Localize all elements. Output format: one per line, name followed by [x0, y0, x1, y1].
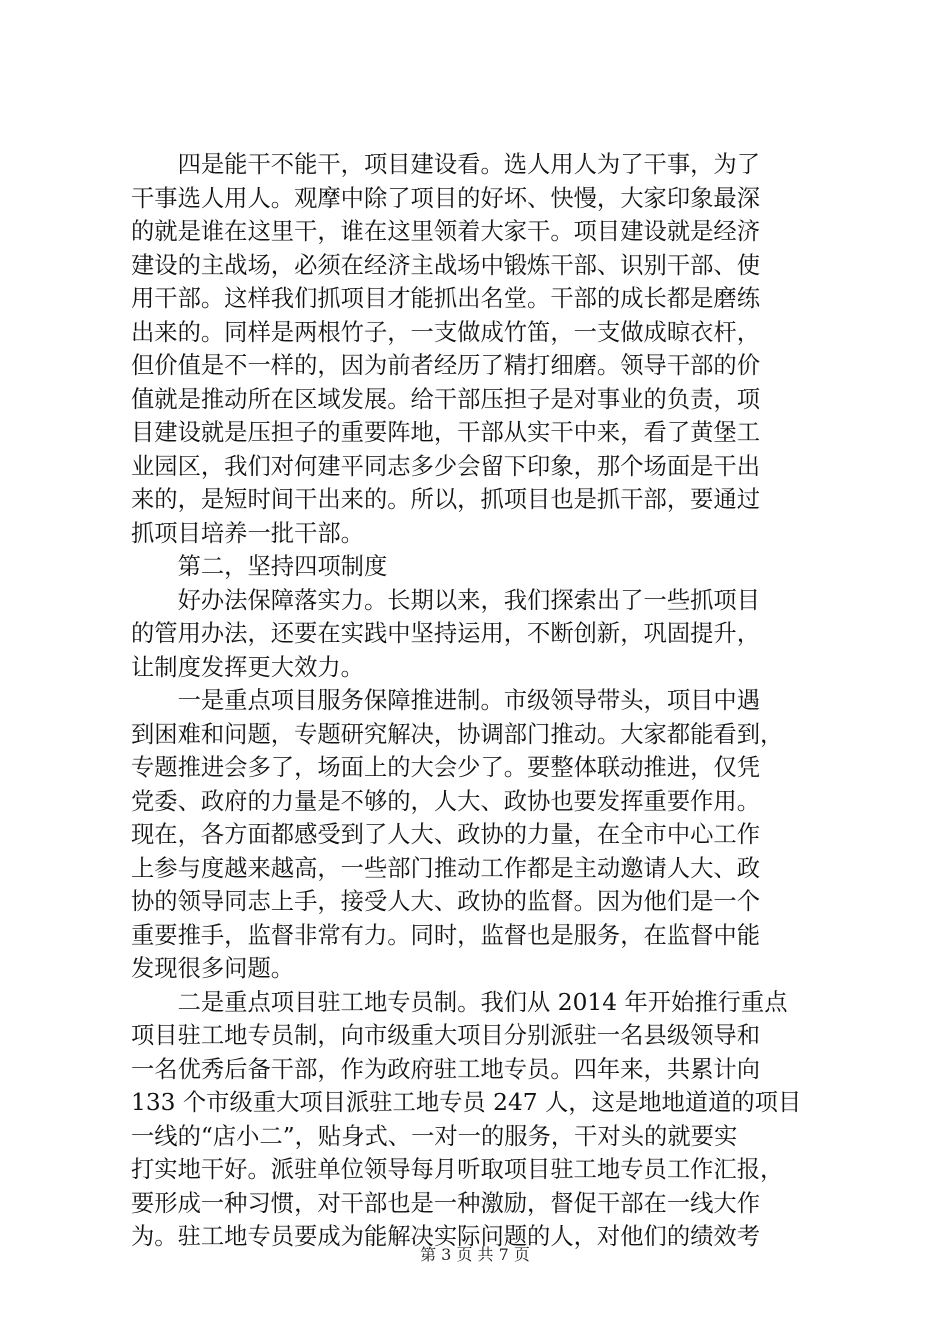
- body-line: 协的领导同志上手，接受人大、政协的监督。因为他们是一个: [131, 888, 761, 915]
- body-line: 上参与度越来越高，一些部门推动工作都是主动邀请人大、政: [131, 854, 761, 882]
- body-line: 目建设就是压担子的重要阵地，干部从实干中来，看了黄堡工: [131, 419, 761, 446]
- body-line: 用干部。这样我们抓项目才能抓出名堂。干部的成长都是磨练: [131, 285, 761, 312]
- body-line: 为。驻工地专员要成为能解决实际问题的人，对他们的绩效考: [131, 1223, 761, 1250]
- body-line: 项目驻工地专员制，向市级重大项目分别派驻一名县级领导和: [131, 1022, 761, 1049]
- body-line: 业园区，我们对何建平同志多少会留下印象，那个场面是干出: [131, 452, 761, 480]
- body-line: 专题推进会多了，场面上的大会少了。要整体联动推进，仅凭: [131, 754, 761, 781]
- body-line: 133 个市级重大项目派驻工地专员 247 人，这是地地道道的项目: [131, 1089, 802, 1116]
- body-line: 出来的。同样是两根竹子，一支做成竹笛，一支做成晾衣杆，: [131, 318, 761, 346]
- body-line: 一是重点项目服务保障推进制。市级领导带头，项目中遇: [131, 687, 761, 714]
- body-line: 建设的主战场，必须在经济主战场中锻炼干部、识别干部、使: [131, 251, 761, 279]
- body-line: 到困难和问题，专题研究解决，协调部门推动。大家都能看到，: [131, 720, 784, 748]
- body-line: 发现很多问题。: [131, 955, 295, 982]
- body-line: 一名优秀后备干部，作为政府驻工地专员。四年来，共累计向: [131, 1055, 761, 1083]
- body-line: 抓项目培养一批干部。: [131, 519, 364, 547]
- body-line: 的就是谁在这里干，谁在这里领着大家干。项目建设就是经济: [131, 218, 761, 245]
- body-line: 好办法保障落实力。长期以来，我们探索出了一些抓项目: [131, 586, 761, 614]
- body-line: 的管用办法，还要在实践中坚持运用，不断创新，巩固提升，: [131, 620, 761, 647]
- body-line: 重要推手，监督非常有力。同时，监督也是服务，在监督中能: [131, 921, 761, 949]
- body-line: 但价值是不一样的，因为前者经历了精打细磨。领导干部的价: [131, 352, 761, 379]
- body-line: 打实地干好。派驻单位领导每月听取项目驻工地专员工作汇报，: [131, 1156, 784, 1183]
- body-line: 干事选人用人。观摩中除了项目的好坏、快慢，大家印象最深: [131, 184, 761, 212]
- body-line: 来的，是短时间干出来的。所以，抓项目也是抓干部，要通过: [131, 486, 761, 513]
- body-line: 现在，各方面都感受到了人大、政协的力量，在全市中心工作: [131, 821, 761, 848]
- body-line: 四是能干不能干，项目建设看。选人用人为了干事，为了: [131, 151, 761, 178]
- section-heading: 第二，坚持四项制度: [131, 553, 388, 580]
- body-line: 要形成一种习惯，对干部也是一种激励，督促干部在一线大作: [131, 1189, 761, 1217]
- body-line: 让制度发挥更大效力。: [131, 653, 364, 681]
- body-line: 一线的“店小二”，贴身式、一对一的服务，干对头的就要实: [131, 1122, 738, 1150]
- page-footer: [0, 1245, 950, 1265]
- body-line: 党委、政府的力量是不够的，人大、政协也要发挥重要作用。: [131, 787, 761, 815]
- body-line: 二是重点项目驻工地专员制。我们从 2014 年开始推行重点: [131, 988, 788, 1016]
- page-number: 第 3 页 共 7 页: [420, 1245, 530, 1264]
- document-body: [131, 148, 831, 1254]
- body-line: 值就是推动所在区域发展。给干部压担子是对事业的负责，项: [131, 385, 761, 413]
